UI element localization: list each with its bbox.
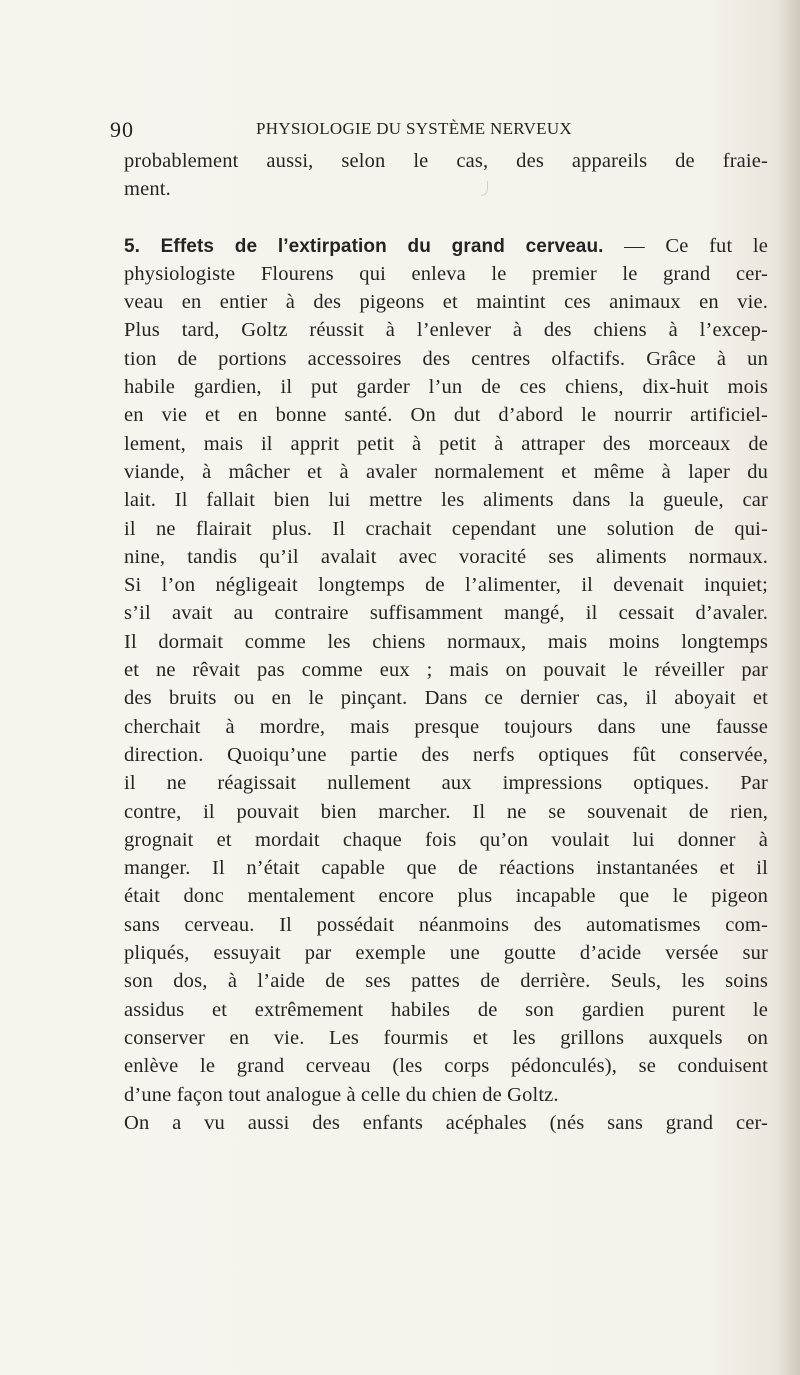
page-number: 90 (110, 117, 134, 142)
text-line: contre, il pouvait bien marcher. Il ne se souvenait de rien, (124, 800, 768, 823)
text-line: cherchait à mordre, mais presque toujours dans une fausse (124, 715, 768, 738)
text-line: lement, mais il apprit petit à petit à attraper des morceaux de (124, 432, 768, 455)
text-line: probablement aussi, selon le cas, des appareils de fraie- (124, 150, 768, 172)
text-line: était donc mentalement encore plus incapable que le pigeon (124, 885, 768, 908)
text-line: enlève le grand cerveau (les corps pédonculés), se conduisent (124, 1055, 768, 1078)
text-line: habile gardien, il put garder l’un de ces chiens, dix-huit mois (124, 376, 768, 399)
text-line: ment. (124, 178, 171, 201)
text-line: pliqués, essuyait par exemple une goutte d’acide versée sur (124, 942, 768, 965)
text-line: sans cerveau. Il possédait néanmoins des automatismes com- (124, 913, 768, 936)
running-title: PHYSIOLOGIE DU SYSTÈME NERVEUX (256, 119, 572, 138)
section-title: Effets de l’extirpation du grand cerveau. (160, 235, 604, 257)
text-line: d’une façon tout analogue à celle du chien de Goltz. (124, 1083, 559, 1106)
text-line: On a vu aussi des enfants acéphales (nés sans grand cer- (124, 1111, 768, 1134)
text-line: en vie et en bonne santé. On dut d’abord le nourrir artificiel- (124, 404, 768, 427)
paragraph-gap (124, 204, 768, 232)
text-line: assidus et extrêmement habiles de son gardien purent le (124, 998, 768, 1021)
section-first-line-rest: — Ce fut le (624, 234, 768, 257)
body-text (124, 147, 768, 1137)
text-line: et ne rêvait pas comme eux ; mais on pouvait le réveiller par (124, 659, 768, 682)
text-line: lait. Il fallait bien lui mettre les aliments dans la gueule, car (124, 489, 768, 512)
text-line: son dos, à l’aide de ses pattes de derrière. Seuls, les soins (124, 970, 768, 993)
text-line: manger. Il n’était capable que de réactions instantanées et il (124, 857, 768, 880)
text-line: tion de portions accessoires des centres olfactifs. Grâce à un (124, 347, 768, 370)
text-line: il ne flairait plus. Il crachait cependant une solution de qui- (124, 517, 768, 540)
text-line: s’il avait au contraire suffisamment mangé, il cessait d’avaler. (124, 602, 768, 625)
text-line: physiologiste Flourens qui enleva le premier le grand cer- (124, 262, 768, 285)
text-line: il ne réagissait nullement aux impressions optiques. Par (124, 772, 768, 795)
text-line: veau en entier à des pigeons et maintint ces animaux en vie. (124, 291, 768, 314)
section-number: 5. (124, 235, 141, 257)
text-line: conserver en vie. Les fourmis et les grillons auxquels on (124, 1026, 768, 1049)
text-line: nine, tandis qu’il avalait avec voracité ses aliments normaux. (124, 545, 768, 568)
text-line: Plus tard, Goltz réussit à l’enlever à des chiens à l’excep- (124, 319, 768, 342)
text-line: grognait et mordait chaque fois qu’on voulait lui donner à (124, 828, 768, 851)
section-heading-line (124, 232, 768, 260)
paragraph-2 (124, 260, 768, 1137)
text-line: des bruits ou en le pinçant. Dans ce dernier cas, il aboyait et (124, 687, 768, 710)
text-line: direction. Quoiqu’une partie des nerfs optiques fût conservée, (124, 743, 768, 766)
page-header (110, 117, 735, 142)
text-line: Si l’on négligeait longtemps de l’alimenter, il devenait inquiet; (124, 574, 768, 597)
text-line: Il dormait comme les chiens normaux, mais moins longtemps (124, 630, 768, 653)
text-line: viande, à mâcher et à avaler normalement et même à laper du (124, 460, 768, 483)
